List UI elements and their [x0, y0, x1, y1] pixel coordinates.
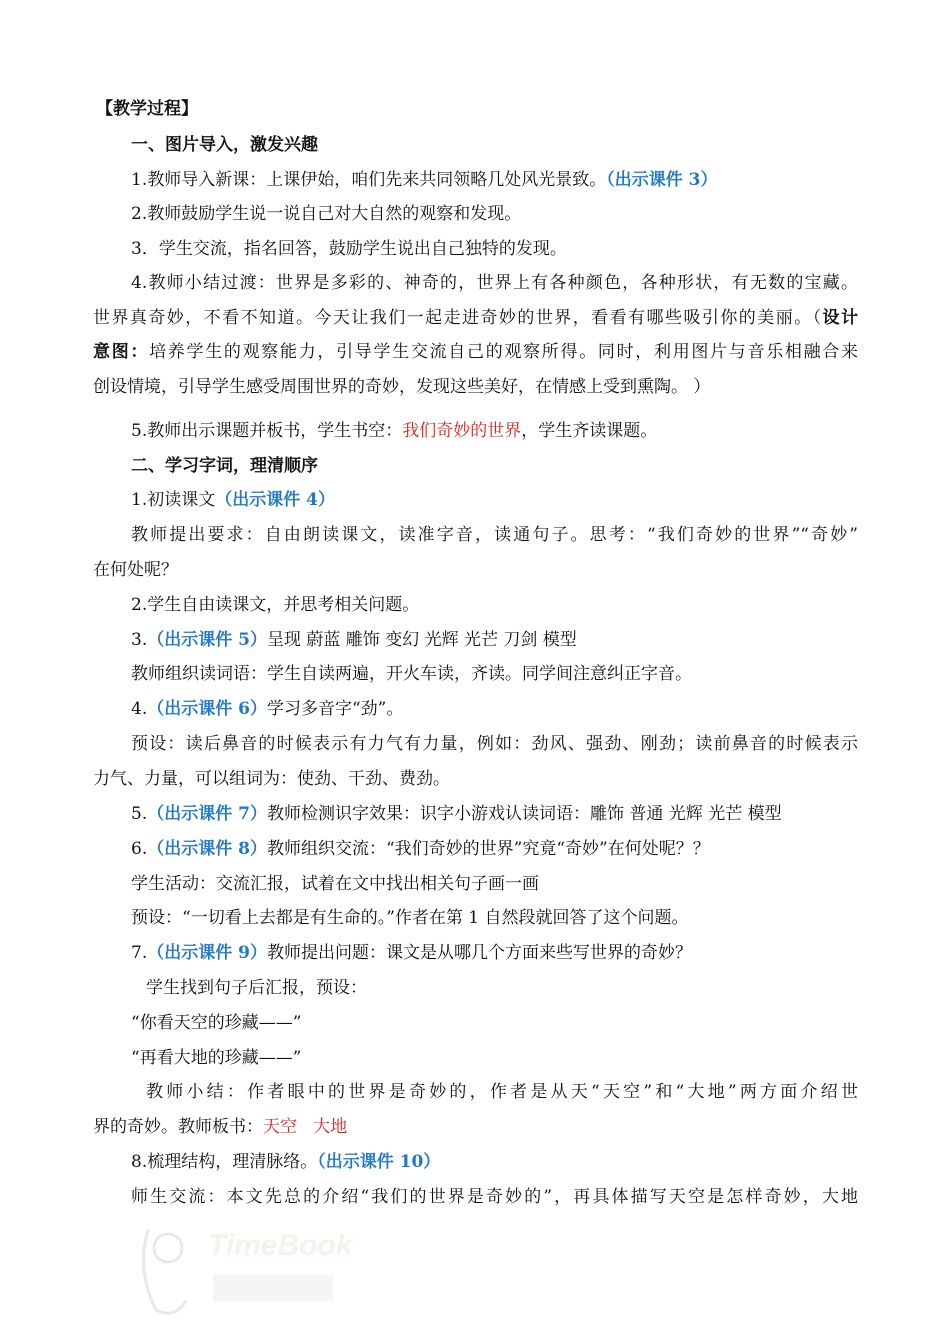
para-2-7 — [131, 941, 692, 965]
para-2-7-report: 学生找到句子后汇报，预设： — [146, 978, 367, 998]
para-text: 4. — [131, 699, 148, 719]
watermark-logo — [128, 1210, 358, 1330]
para-2-6 — [131, 837, 710, 861]
courseware-tag: （出示课件 3） — [606, 170, 718, 190]
para-2-6-preset: 预设：“一切看上去都是有生命的。”作者在第 1 自然段就回答了这个问题。 — [131, 908, 689, 928]
para-1-4-line-2 — [93, 306, 858, 330]
para-1-2: 2.教师鼓励学生说一说自己对大自然的观察和发现。 — [131, 204, 522, 224]
para-2-4 — [131, 697, 403, 721]
design-label: 意图： — [93, 342, 150, 362]
para-1-4-line-3 — [93, 340, 858, 364]
design-intent-text: 培养学生的观察能力，引导学生交流自己的观察所得。同时，利用图片与音乐相融合来 — [149, 342, 859, 362]
para-2-1-req-line-1: 教师提出要求：自由朗读课文，读准字音，读通句子。思考：“我们奇妙的世界”“奇妙” — [131, 525, 858, 545]
board-words-highlight: 天空 大地 — [263, 1117, 348, 1137]
courseware-tag: （出示课件 7） — [147, 804, 267, 824]
courseware-tag: （出示课件 5） — [147, 630, 267, 650]
para-text: 6. — [131, 839, 148, 859]
para-2-6-activity: 学生活动：交流汇报，试着在文中找出相关句子画一画 — [131, 874, 539, 894]
para-2-1-req-line-2: 在何处呢？ — [93, 560, 178, 580]
para-text: 8.梳理结构，理清脉络。 — [131, 1152, 318, 1172]
process-heading: 【教学过程】 — [96, 99, 198, 119]
para-text: 学习多音字“劲”。 — [266, 699, 404, 719]
para-2-4-preset-line-2: 力气、力量，可以组词为：使劲、干劲、费劲。 — [93, 769, 450, 789]
courseware-tag: （出示课件 9） — [147, 943, 267, 963]
para-2-5 — [131, 802, 782, 826]
para-text: 界的奇妙。教师板书： — [93, 1117, 263, 1137]
design-label: 设计 — [822, 308, 858, 328]
para-text: 3. — [131, 630, 148, 650]
para-text: 7. — [131, 943, 148, 963]
para-1-4-line-1: 4.教师小结过渡：世界是多彩的、神奇的，世界上有各种颜色，各种形状，有无数的宝藏。 — [131, 273, 858, 293]
courseware-tag: （出示课件 6） — [147, 699, 267, 719]
para-text: 世界真奇妙，不看不知道。今天让我们一起走进奇妙的世界，看看有哪些吸引你的美丽。（ — [93, 308, 823, 328]
para-text: 1.教师导入新课：上课伊始，咱们先来共同领略几处风光景致。 — [131, 170, 607, 190]
para-2-2: 2.学生自由读课文，并思考相关问题。 — [131, 595, 420, 615]
para-text: 5.教师出示课题并板书，学生书空： — [131, 421, 403, 441]
quote-earth: “再看大地的珍藏——” — [131, 1048, 302, 1068]
para-text: 教师提出问题：课文是从哪几个方面来些写世界的奇妙？ — [266, 943, 692, 963]
courseware-tag: （出示课件 10） — [317, 1152, 441, 1172]
para-1-1 — [131, 168, 717, 192]
para-2-7-summary-line-1: 教师小结：作者眼中的世界是奇妙的，作者是从天“天空”和“大地”两方面介绍世 — [146, 1082, 858, 1102]
para-text: 5. — [131, 804, 148, 824]
quote-sky: “你看天空的珍藏——” — [131, 1013, 302, 1033]
para-2-8 — [131, 1150, 440, 1174]
section-2-title: 二、学习字词，理清顺序 — [131, 456, 318, 476]
para-1-3: 3．学生交流，指名回答，鼓励学生说出自己独特的发现。 — [131, 239, 567, 259]
para-1-5 — [131, 419, 657, 443]
lesson-title-highlight: 我们奇妙的世界 — [402, 421, 522, 441]
vocab-list: 呈现 蔚蓝 雕饰 变幻 光辉 光芒 刀剑 模型 — [266, 630, 577, 650]
logo-circle — [154, 1234, 182, 1262]
para-text: 1.初读课文 — [131, 490, 216, 510]
para-2-7-summary-line-2 — [93, 1115, 347, 1139]
watermark-text: TimeBook — [208, 1229, 353, 1262]
section-1-title: 一、图片导入，激发兴趣 — [131, 135, 318, 155]
para-2-1 — [131, 488, 335, 512]
courseware-tag: （出示课件 8） — [147, 839, 267, 859]
para-text: ，学生齐读课题。 — [521, 421, 658, 441]
para-text: 教师组织交流：“我们奇妙的世界”究竟“奇妙”在何处呢？？ — [266, 839, 710, 859]
para-2-8-exchange: 师生交流：本文先总的介绍“我们的世界是奇妙的”，再具体描写天空是怎样奇妙，大地 — [131, 1187, 858, 1207]
para-1-4-line-4: 创设情境，引导学生感受周围世界的奇妙，发现这些美好，在情感上受到熏陶。 ） — [93, 377, 711, 397]
para-2-3-reading: 教师组织读词语：学生自读两遍，开火车读，齐读。同学间注意纠正字音。 — [131, 664, 692, 684]
para-2-4-preset-line-1: 预设：读后鼻音的时候表示有力气有力量，例如：劲风、强劲、刚劲；读前鼻音的时候表示 — [131, 734, 858, 754]
logo-subtitle-block — [213, 1275, 333, 1301]
para-2-3 — [131, 628, 577, 652]
para-text: 教师检测识字效果：识字小游戏认读词语：雕饰 普通 光辉 光芒 模型 — [266, 804, 782, 824]
courseware-tag: （出示课件 4） — [215, 490, 335, 510]
